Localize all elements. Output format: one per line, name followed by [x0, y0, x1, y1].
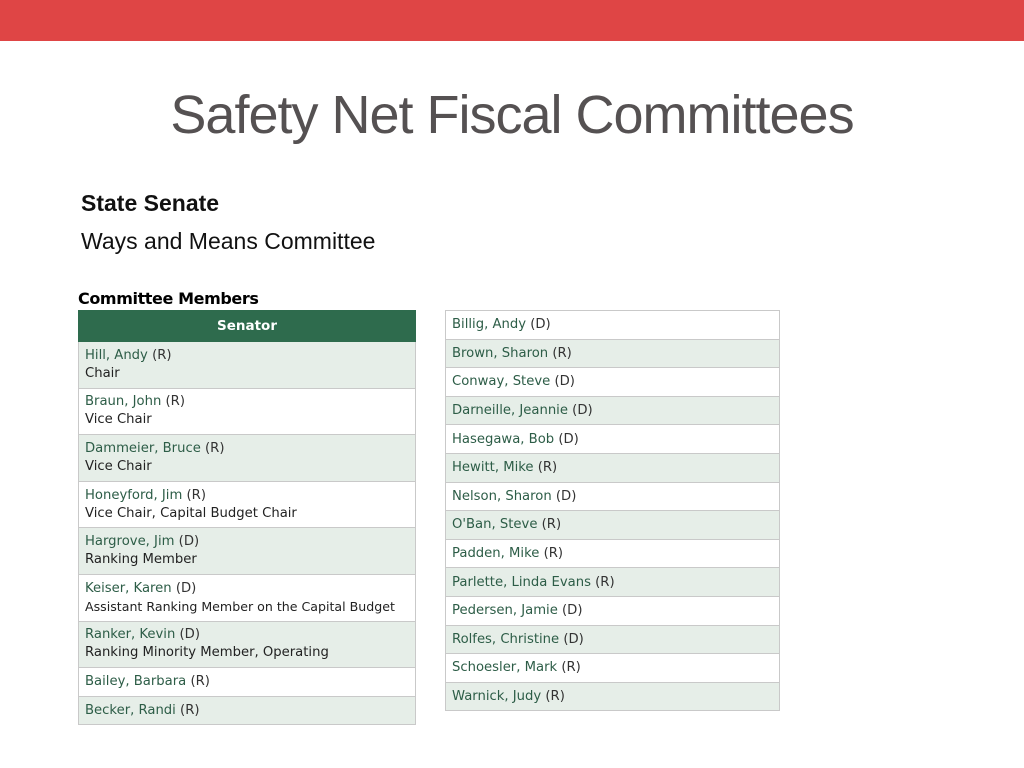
member-party: (R): [561, 660, 581, 676]
member-party: (D): [562, 603, 583, 619]
member-name-link[interactable]: Hasegawa, Bob: [452, 431, 555, 447]
member-party: (R): [205, 440, 225, 456]
member-party: (D): [572, 403, 593, 419]
member-cell: [446, 539, 780, 568]
table-row: [79, 696, 416, 725]
table-row: [446, 539, 780, 568]
table-row: [79, 388, 416, 435]
member-cell: [446, 511, 780, 540]
table-row: [446, 368, 780, 397]
table-row: [446, 625, 780, 654]
table-row: [446, 311, 780, 340]
member-party: (R): [595, 574, 615, 590]
slide-title: Safety Net Fiscal Committees: [170, 85, 854, 145]
member-name-link[interactable]: Ranker, Kevin: [85, 627, 176, 643]
member-name-link[interactable]: Padden, Mike: [452, 546, 540, 562]
table-row: [79, 621, 416, 668]
member-party: (D): [558, 431, 579, 447]
member-name-link[interactable]: Pedersen, Jamie: [452, 603, 558, 619]
member-cell: [79, 388, 416, 435]
member-cell: [446, 425, 780, 454]
table-row: [79, 528, 416, 575]
member-name-link[interactable]: Darneille, Jeannie: [452, 403, 568, 419]
member-role: Vice Chair: [85, 412, 152, 428]
table-row: [446, 482, 780, 511]
member-party: (D): [178, 534, 200, 550]
member-cell: [446, 368, 780, 397]
member-cell: [446, 682, 780, 711]
member-role: Ranking Member: [85, 552, 197, 568]
table-row: [446, 568, 780, 597]
member-party: (R): [165, 394, 185, 410]
member-cell: [446, 453, 780, 482]
member-cell: [79, 528, 416, 575]
member-name-link[interactable]: O'Ban, Steve: [452, 517, 538, 533]
member-party: (R): [541, 517, 562, 533]
member-cell: [79, 621, 416, 668]
member-role: Chair: [85, 365, 120, 381]
table-row: [79, 668, 416, 697]
member-party: (R): [180, 702, 200, 718]
member-cell: [446, 568, 780, 597]
member-name-link[interactable]: Warnick, Judy: [452, 689, 542, 705]
senator-table-left: [78, 310, 416, 725]
member-cell: [446, 482, 780, 511]
member-role: Vice Chair, Capital Budget Chair: [85, 505, 297, 521]
member-cell: [79, 668, 416, 697]
member-cell: [79, 481, 416, 528]
member-party: (D): [530, 317, 551, 333]
member-name-link[interactable]: Becker, Randi: [85, 702, 176, 718]
member-name-link[interactable]: Hill, Andy: [85, 347, 148, 363]
member-cell: [446, 339, 780, 368]
member-party: (R): [152, 347, 172, 363]
member-cell: [79, 435, 416, 482]
member-party: (R): [537, 460, 558, 476]
committee-members-label: Committee Members: [78, 289, 259, 308]
chamber-heading: State Senate: [81, 190, 220, 216]
member-party: (R): [543, 546, 564, 562]
member-role: Ranking Minority Member, Operating: [85, 645, 329, 661]
top-accent-bar: [0, 0, 1024, 41]
table-row: [446, 596, 780, 625]
table-row: [446, 396, 780, 425]
table-row: [446, 654, 780, 683]
member-name-link[interactable]: Billig, Andy: [452, 317, 527, 333]
table-row: [446, 453, 780, 482]
member-name-link[interactable]: Hewitt, Mike: [452, 460, 534, 476]
member-cell: [79, 696, 416, 725]
member-name-link[interactable]: Rolfes, Christine: [452, 631, 560, 647]
member-name-link[interactable]: Conway, Steve: [452, 374, 551, 390]
table-row: [79, 342, 416, 389]
table-row: [446, 339, 780, 368]
senator-column-header: Senator: [79, 311, 416, 342]
member-cell: [446, 596, 780, 625]
member-cell: [79, 574, 416, 621]
member-name-link[interactable]: Braun, John: [85, 394, 162, 410]
member-name-link[interactable]: Schoesler, Mark: [452, 660, 558, 676]
member-role: Assistant Ranking Member on the Capital Budget: [85, 598, 395, 614]
member-party: (R): [545, 689, 565, 705]
table-header-row: [79, 311, 416, 342]
member-party: (D): [555, 488, 577, 504]
table-row: [79, 481, 416, 528]
member-name-link[interactable]: Parlette, Linda Evans: [452, 574, 591, 590]
member-name-link[interactable]: Keiser, Karen: [85, 580, 172, 596]
member-name-link[interactable]: Hargrove, Jim: [85, 534, 175, 550]
committee-name: Ways and Means Committee: [81, 228, 376, 254]
table-row: [79, 435, 416, 482]
member-cell: [79, 342, 416, 389]
member-party: (D): [554, 374, 575, 390]
table-row: [446, 511, 780, 540]
member-party: (D): [563, 631, 584, 647]
member-role: Vice Chair: [85, 458, 152, 474]
member-cell: [446, 311, 780, 340]
member-name-link[interactable]: Dammeier, Bruce: [85, 440, 201, 456]
member-name-link[interactable]: Bailey, Barbara: [85, 673, 187, 689]
member-cell: [446, 396, 780, 425]
member-name-link[interactable]: Brown, Sharon: [452, 345, 549, 361]
member-name-link[interactable]: Honeyford, Jim: [85, 487, 183, 503]
member-cell: [446, 654, 780, 683]
member-party: (R): [186, 487, 206, 503]
member-cell: [446, 625, 780, 654]
member-party: (R): [190, 673, 210, 689]
member-name-link[interactable]: Nelson, Sharon: [452, 488, 552, 504]
table-row: [446, 682, 780, 711]
member-party: (D): [175, 580, 197, 596]
table-row: [79, 574, 416, 621]
member-party: (D): [179, 627, 200, 643]
member-party: (R): [552, 345, 572, 361]
table-row: [446, 425, 780, 454]
senator-table-right: [445, 310, 780, 711]
